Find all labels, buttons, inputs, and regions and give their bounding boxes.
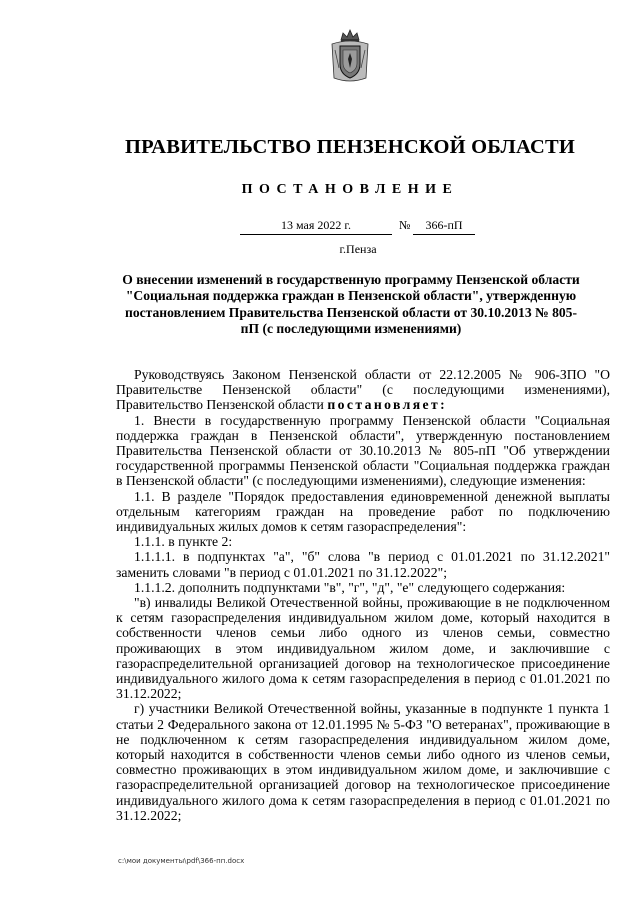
paragraph-1-1-1: 1.1.1. в пункте 2: bbox=[134, 534, 233, 550]
paragraph-1: 1. Внести в государственную программу Пензенской области "Социальная поддержка граждан в Пензенской области", утвержденную постановлением Правительства Пензенской области от 30.10.2013 № 805-пП "Об утверждении государственной программы Пензенской области "Социальная поддержка граждан в Пензенской области" (с последующими изменениями), следующие изменения: bbox=[116, 412, 610, 489]
document-type: ПОСТАНОВЛЕНИЕ bbox=[241, 182, 459, 197]
subparagraph-g: г) участники Великой Отечественной войны, указанные в подпункте 1 пункта 1 статьи 2 Федерального закона от 12.01.1995 № 5-ФЗ "О ветеранах", проживающие в не подключенном к сетям газораспределения индивидуальном жилом доме, который находится в собственности членов семьи либо одного из членов семьи, совместно проживающих в этом индивидуальном жилом доме, и заключившие с газораспределительной организацией договор на технологическое присоединение индивидуального жилого дома к сетям газораспределения в период с 01.01.2021 по 31.12.2022; bbox=[116, 701, 610, 823]
number-sign: № bbox=[399, 218, 411, 232]
paragraph-1-1-1-1: 1.1.1.1. в подпунктах "а", "б" слова "в период с 01.01.2021 по 31.12.2021" заменить словами "в период с 01.01.2021 по 31.12.2022"; bbox=[116, 549, 610, 580]
subparagraph-v: "в) инвалиды Великой Отечественной войны, проживающие в не подключенном к сетям газораспределения индивидуальном жилом доме, который находится в собственности членов семьи либо одного из членов семьи, совместно проживающих в этом индивидуальном жилом доме, и заключившие с газораспределительной организацией договор на технологическое присоединение индивидуального жилого дома к сетям газораспределения в период с 01.01.2021 по 31.12.2022; bbox=[116, 595, 610, 702]
document-date: 13 мая 2022 г. bbox=[240, 218, 392, 235]
paragraph-1-1-1-2: 1.1.1.2. дополнить подпунктами "в", "г", "д", "е" следующего содержания: bbox=[134, 579, 566, 595]
preamble-paragraph bbox=[116, 367, 610, 413]
document-subject: О внесении изменений в государственную программу Пензенской области "Социальная поддержка граждан в Пензенской области", утвержденную постановлением Правительства Пензенской области от 30.10.2013 № 805-пП (с последующими изменениями) bbox=[122, 272, 580, 336]
city: г.Пенза bbox=[339, 242, 377, 256]
paragraph-1-1: 1.1. В разделе "Порядок предоставления единовременной денежной выплаты отдельным категориям граждан на проведение работ по подключению индивидуальных жилых домов к сетям газораспределения": bbox=[116, 488, 610, 535]
resolves-keyword: постановляет: bbox=[327, 397, 448, 413]
document-number: 366-пП bbox=[413, 218, 475, 235]
preamble-text: Руководствуясь Законом Пензенской области от 22.12.2005 № 906-ЗПО "О Правительстве Пензенской области" (с последующими изменениями), Правительство Пензенской области bbox=[116, 367, 610, 413]
file-path-footer: c:\мои документы\pdf\366-пп.docx bbox=[118, 857, 245, 865]
document-body bbox=[116, 367, 610, 823]
coat-of-arms-icon bbox=[329, 28, 371, 84]
organization-title: ПРАВИТЕЛЬСТВО ПЕНЗЕНСКОЙ ОБЛАСТИ bbox=[125, 136, 575, 158]
